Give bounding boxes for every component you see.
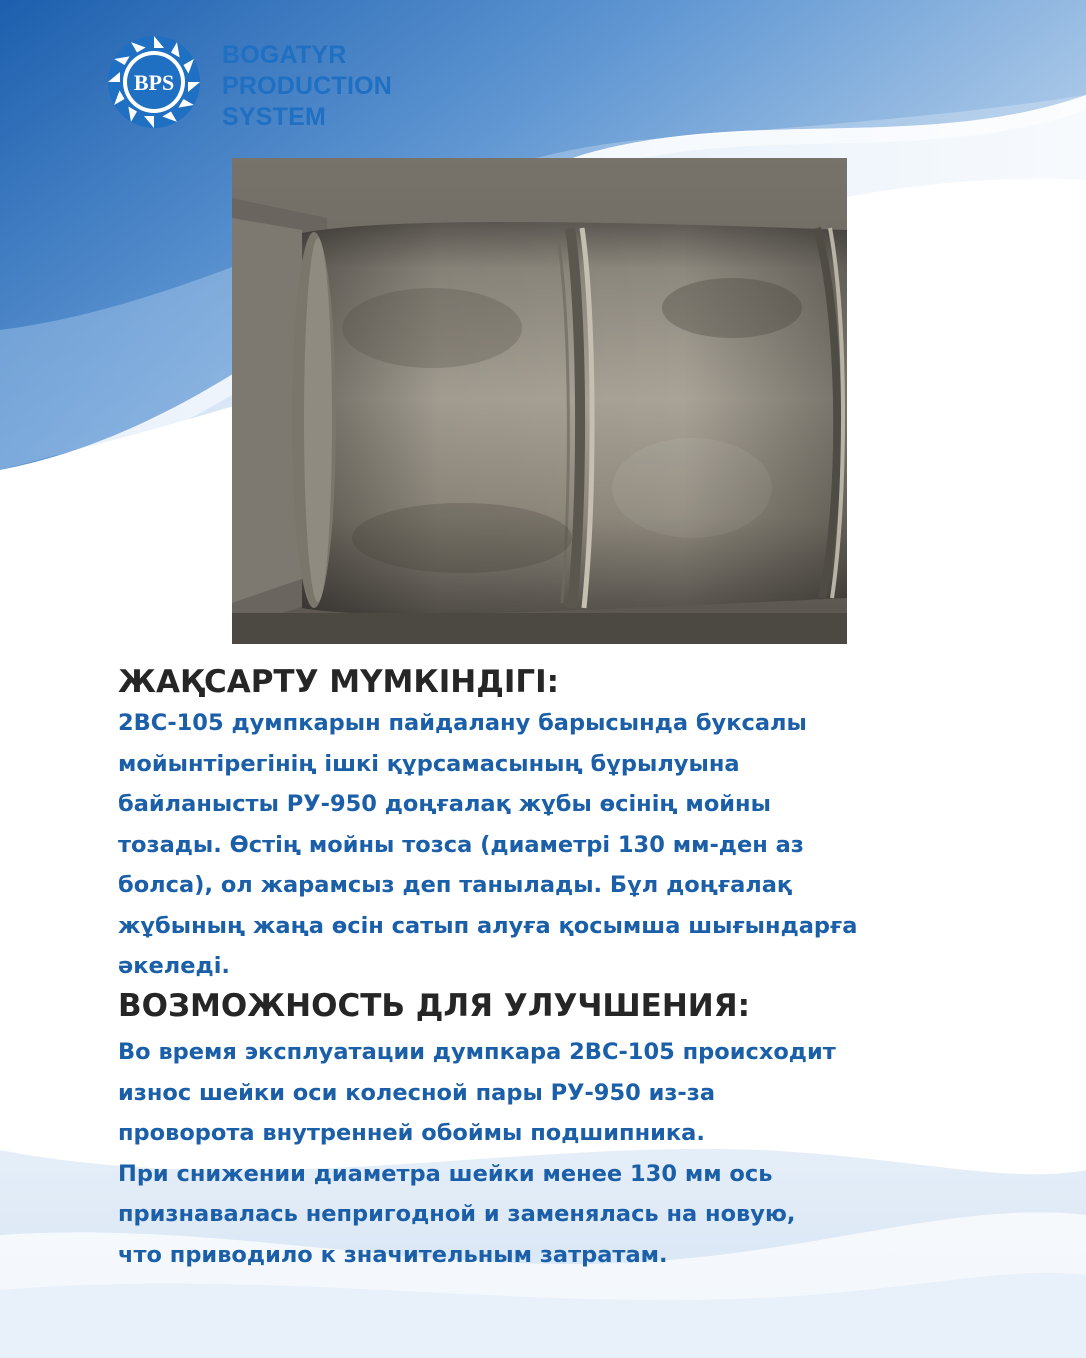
- section-heading-ru: ВОЗМОЖНОСТЬ ДЛЯ УЛУЧШЕНИЯ:: [118, 988, 751, 1024]
- text-line: При снижении диаметра шейки менее 130 мм ось: [118, 1160, 773, 1187]
- logo-name-line: PRODUCTION: [222, 72, 393, 100]
- text-line: 2ВС-105 думпкарын пайдалану барысында буксалы: [118, 710, 807, 736]
- text-line: Во время эксплуатации думпкара 2ВС-105 происходит: [118, 1039, 836, 1065]
- text-line: износ шейки оси колесной пары РУ-950 из-за: [118, 1079, 716, 1106]
- text-line: байланысты РУ-950 доңғалақ жұбы өсінің мойны: [118, 791, 771, 817]
- saw-blade-gear-icon: [104, 28, 204, 136]
- section-text-ru: [118, 1032, 836, 1275]
- text-line: проворота внутренней обоймы подшипника.: [118, 1120, 705, 1146]
- text-line: әкеледі.: [118, 953, 230, 979]
- worn-axle-journal-photo: [232, 158, 847, 644]
- logo-name-line: BOGATYR: [222, 41, 347, 69]
- logo: [104, 28, 444, 140]
- text-line: мойынтірегінің ішкі құрсамасының бұрылуына: [118, 750, 740, 777]
- logo-monogram: BPS: [133, 70, 175, 95]
- logo-name-line: SYSTEM: [222, 103, 326, 131]
- text-line: жұбының жаңа өсін сатып алуға қосымша шығындарға: [118, 912, 858, 939]
- text-line: болса), ол жарамсыз деп танылады. Бұл доңғалақ: [118, 872, 793, 898]
- section-heading-kz: ЖАҚСАРТУ МҮМКІНДІГІ:: [118, 664, 560, 700]
- text-line: признавалась непригодной и заменялась на новую,: [118, 1201, 796, 1227]
- text-line: тозады. Өстің мойны тозса (диаметрі 130 мм-ден аз: [118, 831, 804, 858]
- section-text-kz: [118, 703, 857, 987]
- logo-name: [222, 40, 392, 133]
- text-line: что приводило к значительным затратам.: [118, 1241, 668, 1268]
